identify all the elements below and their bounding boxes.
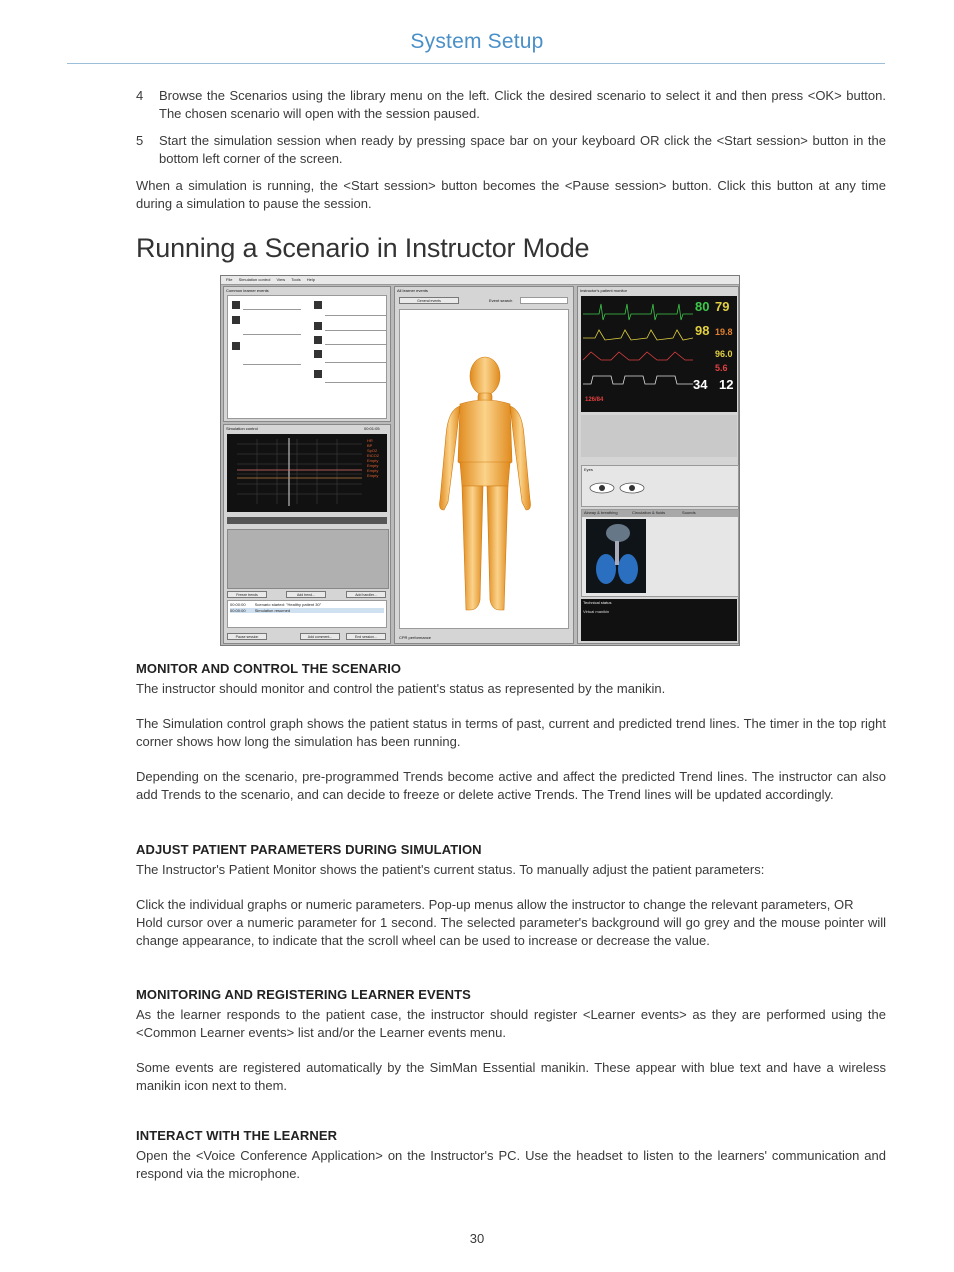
log-time: 00:00:00 xyxy=(230,608,246,613)
monitor-resp[interactable]: 12 xyxy=(719,377,734,392)
trend-graph-lines xyxy=(227,434,387,512)
tab-circulation[interactable]: Circulation & fluids xyxy=(632,510,666,515)
trend-label: EtCO2 xyxy=(367,453,380,458)
step-number: 4 xyxy=(136,88,144,103)
monitor-temp[interactable]: 5.6 xyxy=(715,363,728,373)
section-paragraph: As the learner responds to the patient case, the instructor should register <Learner events> as they are performed using the <Common Learner events> list and/or the Learner events menu. xyxy=(136,1007,886,1040)
section-heading: MONITOR AND CONTROL THE SCENARIO xyxy=(136,661,402,676)
figure-menu-item: Help xyxy=(306,277,315,282)
monitor-controls[interactable] xyxy=(581,415,737,457)
log-text: Scenario started: "Healthy patient 30" xyxy=(254,602,322,607)
common-events-list xyxy=(227,295,387,419)
eyes-icon[interactable] xyxy=(586,473,656,503)
trend-label: SpO2 xyxy=(367,448,378,453)
monitor-screen[interactable] xyxy=(581,296,737,412)
step-item xyxy=(136,87,886,123)
panel-title: Eyes xyxy=(584,467,593,472)
simulation-control-panel xyxy=(223,424,391,644)
figure-menu-item: View xyxy=(276,277,286,282)
all-events-panel xyxy=(394,286,574,644)
panel-title: All learner events xyxy=(397,288,428,293)
panel-title: Simulation control xyxy=(226,426,258,431)
section-interact-learner xyxy=(136,1128,886,1183)
log-row xyxy=(230,602,321,607)
log-text: Simulation resumed xyxy=(254,608,291,613)
header-rule xyxy=(67,63,885,64)
monitor-hr[interactable]: 80 xyxy=(695,299,710,314)
trend-label: Empty xyxy=(367,473,379,478)
figure-menu-item: Simulation control xyxy=(238,277,271,282)
intro-note: When a simulation is running, the <Start session> button becomes the <Pause session> button. Click this button at any time during a simulation to pause the session. xyxy=(136,178,886,211)
pause-session-button[interactable]: Pause session xyxy=(227,633,267,640)
trend-label: Empty xyxy=(367,463,379,468)
trend-labels xyxy=(367,438,385,478)
patient-body-figure xyxy=(400,310,570,630)
patient-monitor-panel xyxy=(577,286,739,644)
step-text: Start the simulation session when ready by pressing space bar on your keyboard OR click the <Start session> button in the bottom left corner of the screen. xyxy=(159,133,886,166)
section-paragraph: The Simulation control graph shows the patient status in terms of past, current and predicted trend lines. The timer in the top right corner shows how long the simulation has been running. xyxy=(136,716,886,749)
section-title: Running a Scenario in Instructor Mode xyxy=(136,233,590,263)
trend-area xyxy=(227,529,389,589)
lungs-icon[interactable] xyxy=(586,519,646,593)
section-paragraph: Click the individual graphs or numeric parameters. Pop-up menus allow the instructor to change the relevant parameters, OR Hold cursor over a numeric parameter for 1 second. The selected parameter's background will go grey and the mouse pointer will change appearance, to indicate that the scroll wheel can be used to increase or decrease the value. xyxy=(136,897,886,948)
event-search-input[interactable] xyxy=(520,297,568,304)
body-view[interactable] xyxy=(399,309,569,629)
tab-airway[interactable]: Airway & breathing xyxy=(584,510,618,515)
monitor-spo2b[interactable]: 19.8 xyxy=(715,327,733,337)
general-events-button[interactable]: General events xyxy=(399,297,459,304)
panel-title: Technical status xyxy=(583,600,612,605)
step-item xyxy=(136,132,886,168)
page-number: 30 xyxy=(469,1231,485,1246)
event-log xyxy=(227,600,387,628)
freeze-trends-button[interactable]: Freeze trends xyxy=(227,591,267,598)
monitor-bp[interactable]: 126/84 xyxy=(585,397,604,403)
section-paragraph: The instructor should monitor and control the patient's status as represented by the manikin. xyxy=(136,681,666,696)
trend-toolbar xyxy=(227,517,387,524)
trend-label: Empty xyxy=(367,458,379,463)
section-paragraph: The Instructor's Patient Monitor shows the patient's current status. To manually adjust the patient parameters: xyxy=(136,862,765,877)
technical-status-panel xyxy=(581,599,737,641)
virtual-manikin-label: Virtual manikin xyxy=(583,609,610,614)
add-trend-button[interactable]: Add trend... xyxy=(286,591,326,598)
step-list xyxy=(136,87,886,213)
section-learner-events xyxy=(136,987,886,1095)
section-heading: ADJUST PATIENT PARAMETERS DURING SIMULATION xyxy=(136,842,482,857)
figure-menu-item: Tools xyxy=(291,277,301,282)
monitor-spo2[interactable]: 98 xyxy=(695,323,710,338)
eyes-panel xyxy=(581,465,739,507)
panel-title: Common learner events xyxy=(226,288,269,293)
add-comment-button[interactable]: Add comment... xyxy=(300,633,340,640)
section-monitor-control xyxy=(136,661,886,804)
monitor-waveforms xyxy=(581,296,737,412)
section-paragraph: Some events are registered automatically by the SimMan Essential manikin. These appear with blue text and have a wireless manikin icon next to them. xyxy=(136,1060,886,1093)
log-row xyxy=(230,608,384,613)
instructor-mode-screenshot xyxy=(220,275,740,646)
log-time: 00:00:00 xyxy=(230,602,246,607)
add-handler-button[interactable]: Add handler... xyxy=(346,591,386,598)
monitor-temp2[interactable]: 96.0 xyxy=(715,349,733,359)
monitor-etco2[interactable]: 34 xyxy=(693,377,708,392)
section-paragraph: Depending on the scenario, pre-programmed Trends become active and affect the predicted Trend lines. The instructor can also add Trends to the scenario, and can decide to freeze or delete active Trends. The Trend lines will be updated accordingly. xyxy=(136,769,886,802)
section-heading: MONITORING AND REGISTERING LEARNER EVENTS xyxy=(136,987,471,1002)
trend-label: Empty xyxy=(367,468,379,473)
panel-title: Instructor's patient monitor xyxy=(580,288,628,293)
monitor-hr2[interactable]: 79 xyxy=(715,299,730,314)
section-adjust-parameters xyxy=(136,842,886,950)
trend-label: BP xyxy=(367,443,373,448)
airway-tabs xyxy=(582,510,738,517)
figure-menubar xyxy=(221,276,739,285)
simulation-timer: 00:01:05 xyxy=(364,426,380,431)
tab-sounds[interactable]: Sounds xyxy=(682,510,696,515)
trend-label: HR xyxy=(367,438,373,443)
cpr-performance-label: CPR performance xyxy=(399,635,432,640)
trend-graph xyxy=(227,434,387,512)
page-header-title: System Setup xyxy=(410,30,544,53)
step-number: 5 xyxy=(136,133,144,148)
common-events-panel xyxy=(223,286,391,422)
figure-menu-item: File xyxy=(226,277,233,282)
airway-panel xyxy=(581,509,739,597)
end-session-button[interactable]: End session... xyxy=(346,633,386,640)
section-heading: INTERACT WITH THE LEARNER xyxy=(136,1128,338,1143)
section-paragraph: Open the <Voice Conference Application> on the Instructor's PC. Use the headset to listen to the learners' communication and respond via the microphone. xyxy=(136,1148,886,1181)
event-search-label: Event search xyxy=(489,298,513,303)
step-text: Browse the Scenarios using the library menu on the left. Click the desired scenario to select it and then press <OK> button. The chosen scenario will open with the session paused. xyxy=(159,88,886,121)
